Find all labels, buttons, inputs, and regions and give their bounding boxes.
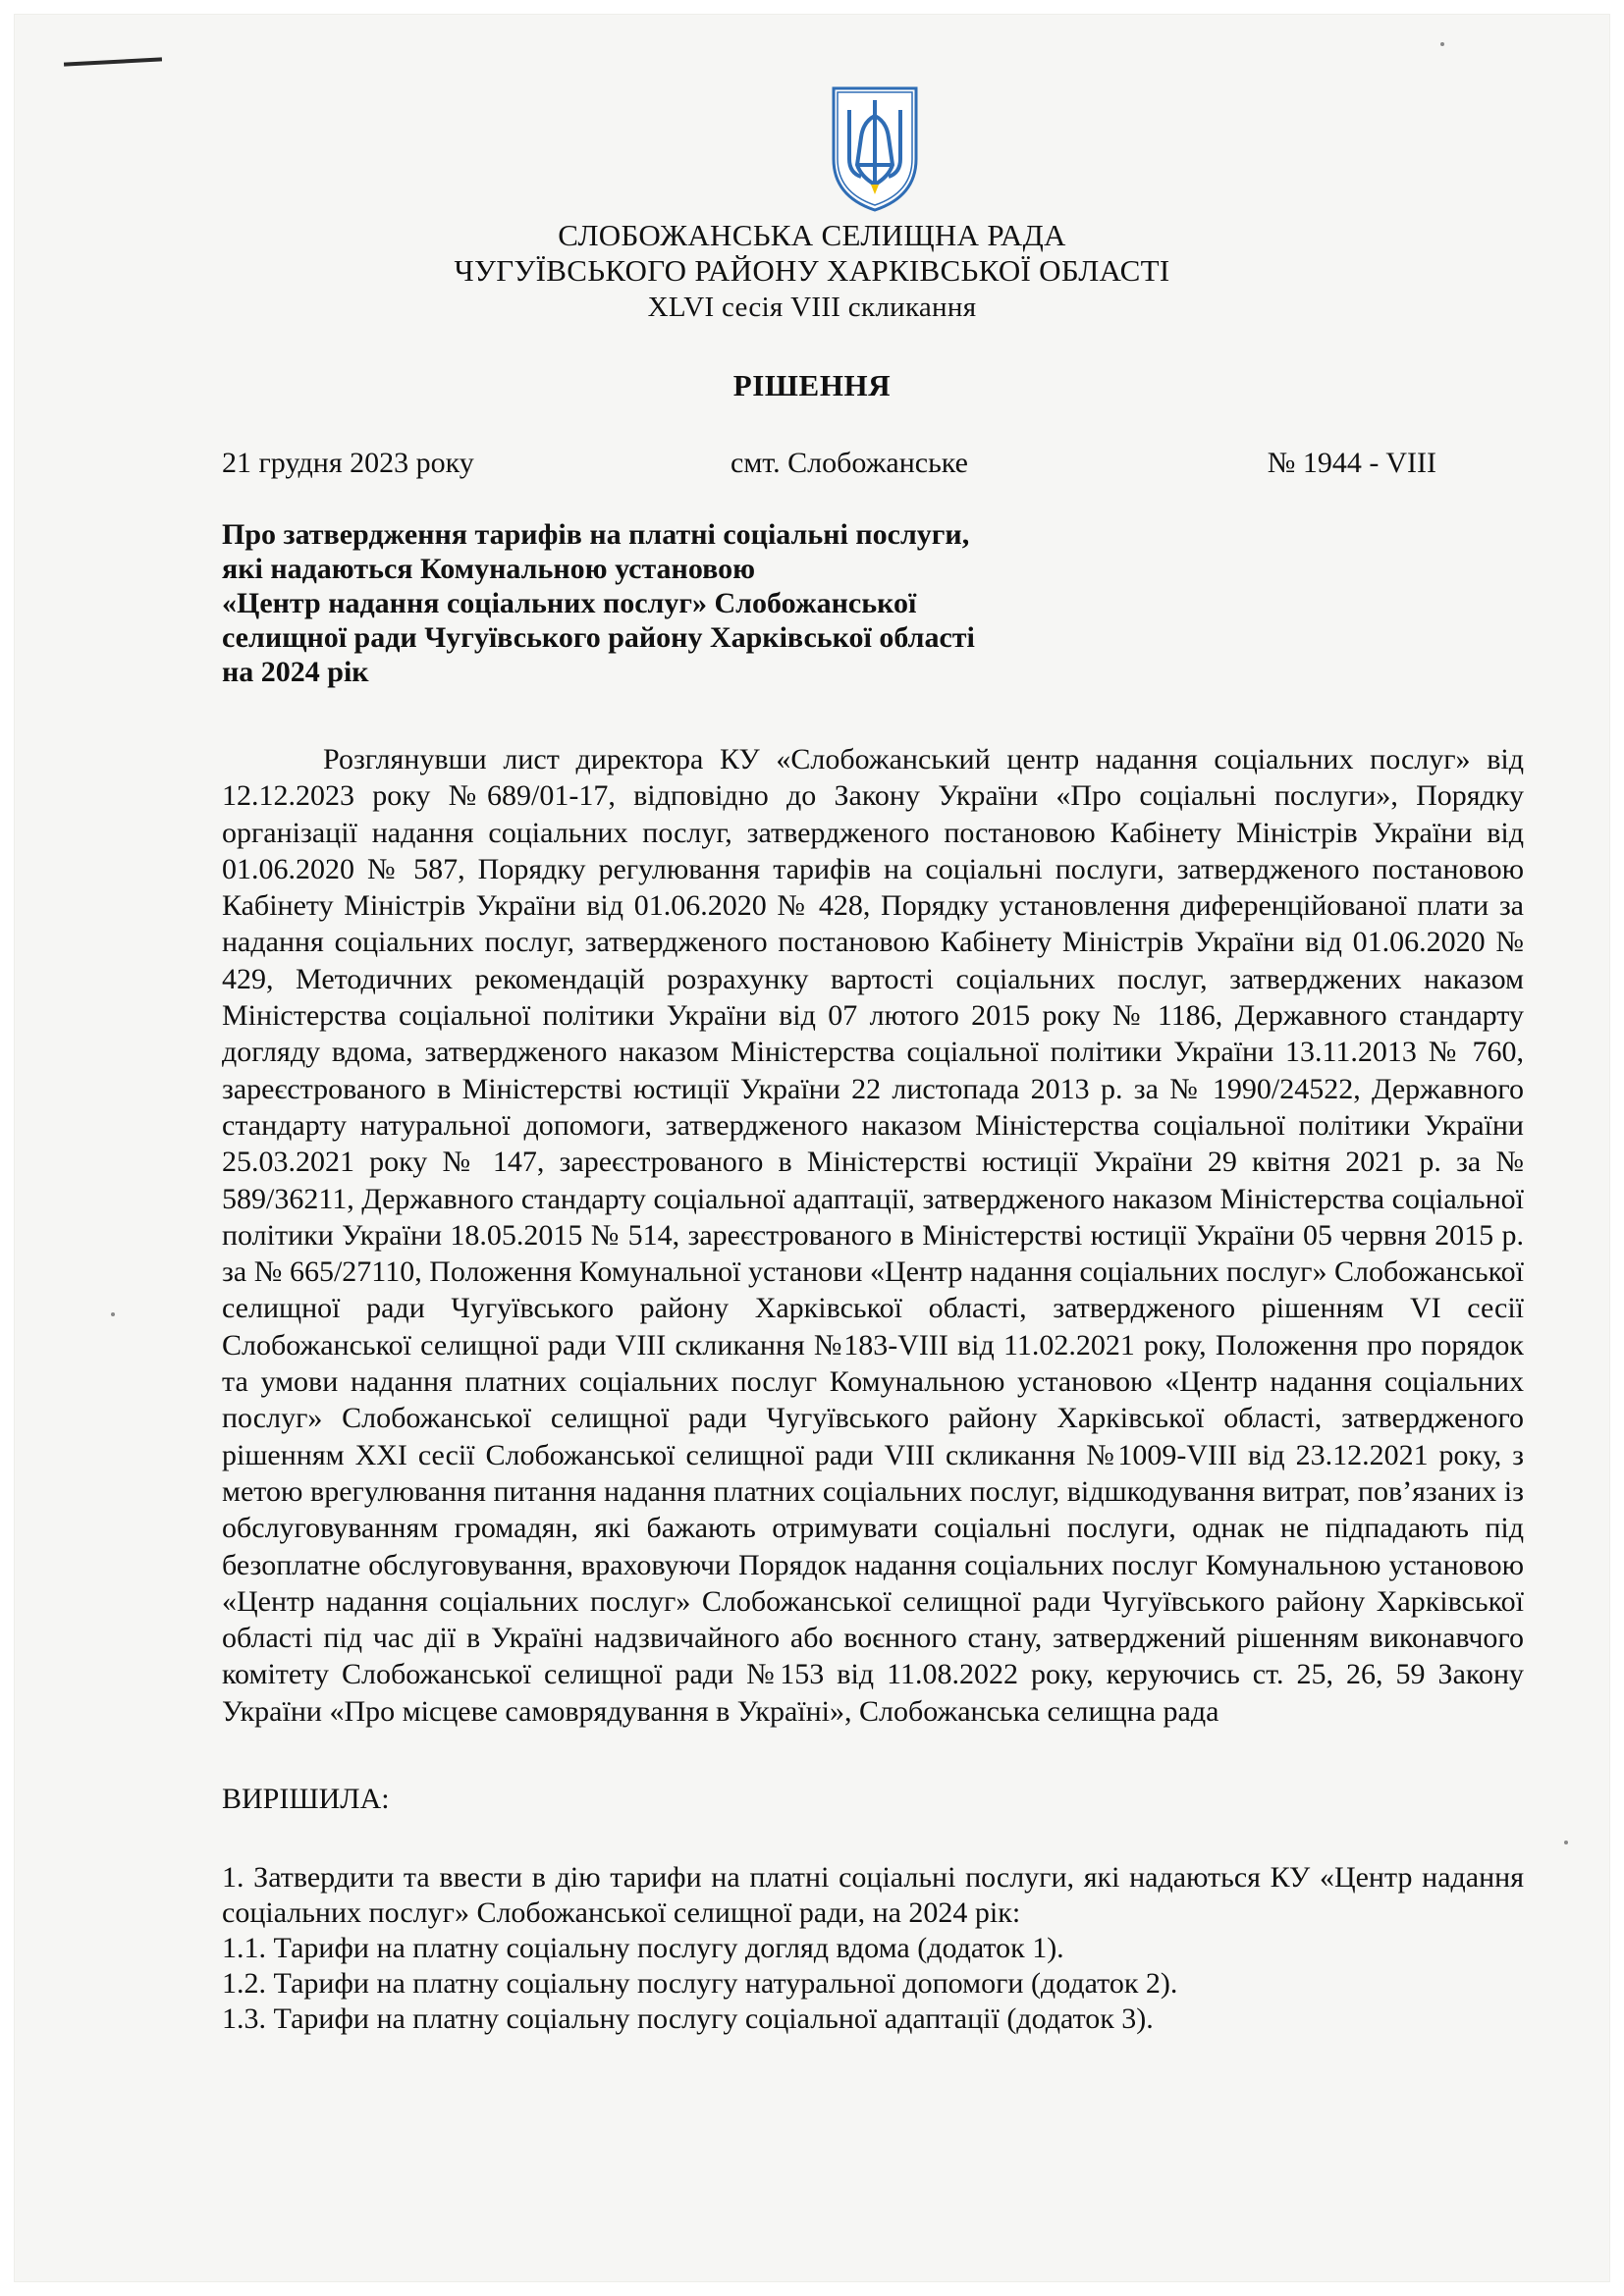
decision-date: 21 грудня 2023 року: [222, 447, 474, 479]
subject-line: Про затвердження тарифів на платні соціальні послуги,: [222, 518, 970, 551]
resolution-items: [222, 1860, 1524, 2037]
resolution-item-1-2: 1.2. Тарифи на платну соціальну послугу натуральної допомоги (додаток 2).: [222, 1967, 1178, 2000]
decision-place: смт. Слобожанське: [731, 447, 968, 479]
document-title: РІШЕННЯ: [732, 368, 892, 402]
preamble-paragraph: Розглянувши лист директора КУ «Слобожанський центр надання соціальних послуг» від 12.12.2023 року №689/01-17, відповідно до Закону України «Про соціальні послуги», Порядку організації надання соціальних послуг, затвердженого постановою Кабінету Міністрів України від 01.06.2020 № 587, Порядку регулювання тарифів на соціальні послуги, затвердженого постановою Кабінету Міністрів України від 01.06.2020 № 428, Порядку установлення диференційованої плати за надання соціальних послуг, затвердженого постановою Кабінету Міністрів України від 01.06.2020 № 429, Методичних рекомендацій розрахунку вартості соціальних послуг, затверджених наказом Міністерства соціальної політики України від 07 лютого 2015 року № 1186, Державного стандарту догляду вдома, затвердженого наказом Міністерства соціальної політики України 13.11.2013 № 760, зареєстрованого в Міністерстві юстиції України 22 листопада 2013 р. за № 1990/24522, Державного стандарту натуральної допомоги, затвердженого наказом Міністерства соціальної політики України 25.03.2021 року № 147, зареєстрованого в Міністерстві юстиції України 29 квітня 2021 р. за № 589/36211, Державного стандарту соціальної адаптації, затвердженого наказом Міністерства соціальної політики України 18.05.2015 № 514, зареєстрованого в Міністерстві юстиції України 05 червня 2015 р. за № 665/27110, Положення Комунальної установи «Центр надання соціальних послуг» Слобожанської селищної ради Чугуївського району Харківської області, затвердженого рішенням VI сесії Слобожанської селищної ради VIII скликання №183-VIII від 11.02.2021 року, Положення про порядок та умови надання платних соціальних послуг Комунальною установою «Центр надання соціальних послуг» Слобожанської селищної ради Чугуївського району Харківської області, затвердженого рішенням XXI сесії Слобожанської селищної ради VIII скликання №1009-VIII від 23.12.2021 року, з метою врегулювання питання надання платних соціальних послуг, відшкодування витрат, пов’язаних із обслуговуванням громадян, які бажають отримувати соціальні послуги, однак не підпадають під безоплатне обслуговування, враховуючи Порядок надання соціальних послуг Комунальною установою «Центр надання соціальних послуг» Слобожанської селищної ради Чугуївського району Харківської області під час дії в Україні надзвичайного або воєнного стану, затверджений рішенням виконавчого комітету Слобожанської селищної ради №153 від 11.08.2022 року, керуючись ст. 25, 26, 59 Закону України «Про місцеве самоврядування в Україні», Слобожанська селищна рада: [222, 743, 1524, 1728]
scan-mark: [64, 57, 162, 66]
resolution-item-1-3: 1.3. Тарифи на платну соціальну послугу соціальної адаптації (додаток 3).: [222, 2002, 1154, 2035]
resolution-item-1: 1. Затвердити та ввести в дію тарифи на платні соціальні послуги, які надаються КУ «Центр надання соціальних послуг» Слобожанської селищної ради, на 2024 рік:: [222, 1861, 1524, 1929]
district-name: ЧУГУЇВСЬКОГО РАЙОНУ ХАРКІВСЬКОЇ ОБЛАСТІ: [454, 253, 1170, 288]
resolution-item-1-1: 1.1. Тарифи на платну соціальну послугу догляд вдома (додаток 1).: [222, 1932, 1064, 1964]
coat-of-arms-icon: [828, 82, 922, 214]
subject-line: селищної ради Чугуївського району Харківської області: [222, 621, 975, 654]
subject-line: на 2024 рік: [222, 656, 369, 688]
scan-speck: [1440, 42, 1444, 46]
scan-speck: [1564, 1841, 1568, 1844]
session-name: XLVI сесія VIII скликання: [647, 292, 977, 323]
scan-speck: [111, 1312, 115, 1316]
decision-number: № 1944 - VIII: [1267, 447, 1436, 479]
decision-subject: [222, 517, 1106, 689]
subject-line: які надаються Комунальною установою: [222, 553, 756, 585]
council-name: СЛОБОЖАНСЬКА СЕЛИЩНА РАДА: [558, 218, 1066, 252]
subject-line: «Центр надання соціальних послуг» Слобожанської: [222, 587, 917, 619]
resolved-heading: ВИРІШИЛА:: [222, 1783, 390, 1815]
